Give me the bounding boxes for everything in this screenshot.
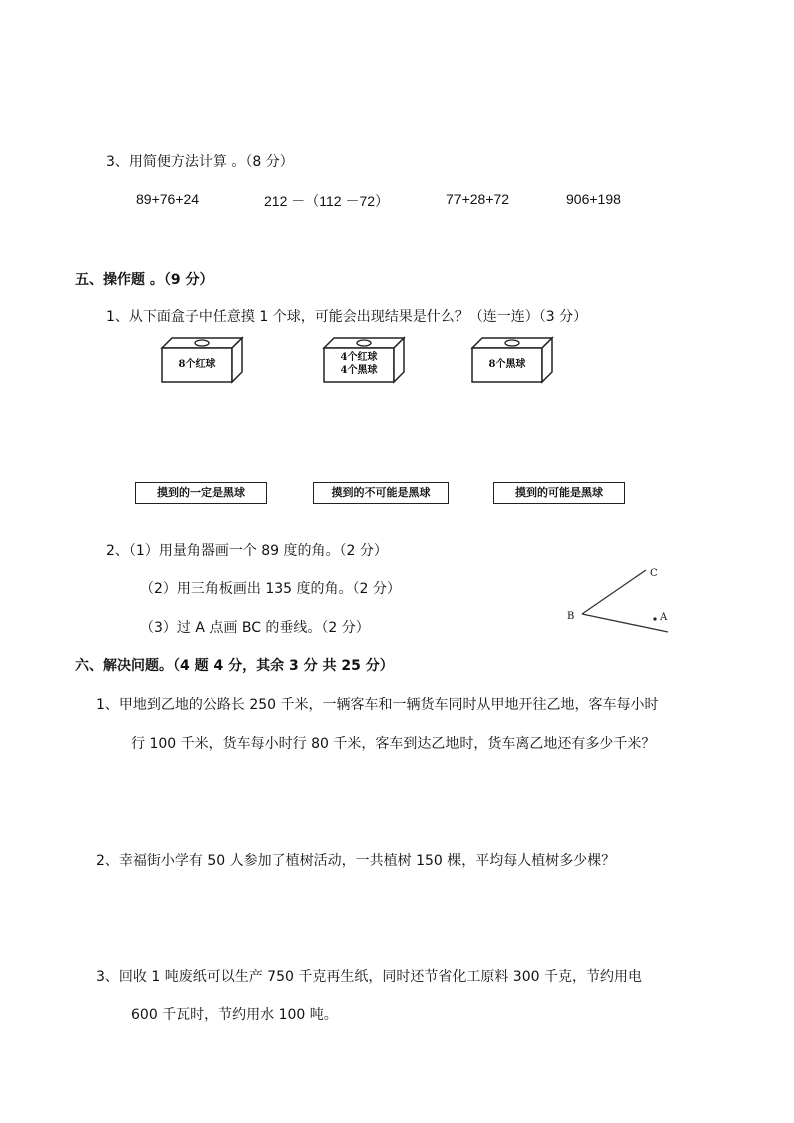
ball-box-2 — [322, 336, 406, 384]
ball-box-1 — [160, 336, 244, 384]
section6-title: 六、解决问题。（4 题 4 分，其余 3 分 共 25 分） — [75, 658, 394, 674]
angle-figure — [560, 566, 680, 636]
result-box-1: 摸到的一定是黑球 — [135, 482, 267, 504]
angle-bc-diagram — [560, 566, 680, 636]
s6-q3-line2: 600 千瓦时，节约用水 100 吨。 — [131, 1007, 338, 1023]
s5-q1-text: 1、从下面盒子中任意摸 1 个球，可能会出现结果是什么？（连一连）（3 分） — [106, 309, 588, 325]
s5-q2-part2: （2）用三角板画出 135 度的角。（2 分） — [140, 581, 401, 597]
q3-title: 3、用简便方法计算 。（8 分） — [106, 154, 294, 170]
box-3-label: 8个黑球 — [488, 359, 526, 370]
box-1-label: 8个红球 — [178, 359, 216, 370]
point-c-label: C — [650, 568, 658, 579]
section5-title: 五、操作题 。（9 分） — [75, 272, 214, 288]
box-2-label-1: 4个红球 — [340, 352, 378, 363]
result-box-3: 摸到的可能是黑球 — [493, 482, 625, 504]
s6-q1-line2: 行 100 千米，货车每小时行 80 千米，客车到达乙地时，货车离乙地还有多少千米？ — [131, 736, 656, 752]
point-b-label: B — [567, 611, 575, 622]
s6-q2: 2、幸福街小学有 50 人参加了植树活动，一共植树 150 棵，平均每人植树多少棵？ — [96, 853, 616, 869]
box-2-label-2: 4个黑球 — [340, 365, 378, 376]
expr-4: 906+198 — [566, 191, 621, 207]
result-box-2: 摸到的不可能是黑球 — [313, 482, 449, 504]
expr-2: 212 －（112 －72） — [264, 193, 390, 209]
s5-q2-part1: 2、（1）用量角器画一个 89 度的角。（2 分） — [106, 543, 388, 559]
expr-3: 77+28+72 — [446, 191, 510, 207]
s6-q1-line1: 1、甲地到乙地的公路长 250 千米，一辆客车和一辆货车同时从甲地开往乙地，客车每小时 — [96, 697, 659, 713]
ball-box-3 — [470, 336, 554, 384]
expr-1: 89+76+24 — [136, 191, 200, 207]
s5-q2-part3: （3）过 A 点画 BC 的垂线。（2 分） — [140, 620, 370, 636]
point-a-label: A — [660, 612, 668, 623]
s6-q3-line1: 3、回收 1 吨废纸可以生产 750 千克再生纸，同时还节省化工原料 300 千克，节约用电 — [96, 969, 642, 985]
